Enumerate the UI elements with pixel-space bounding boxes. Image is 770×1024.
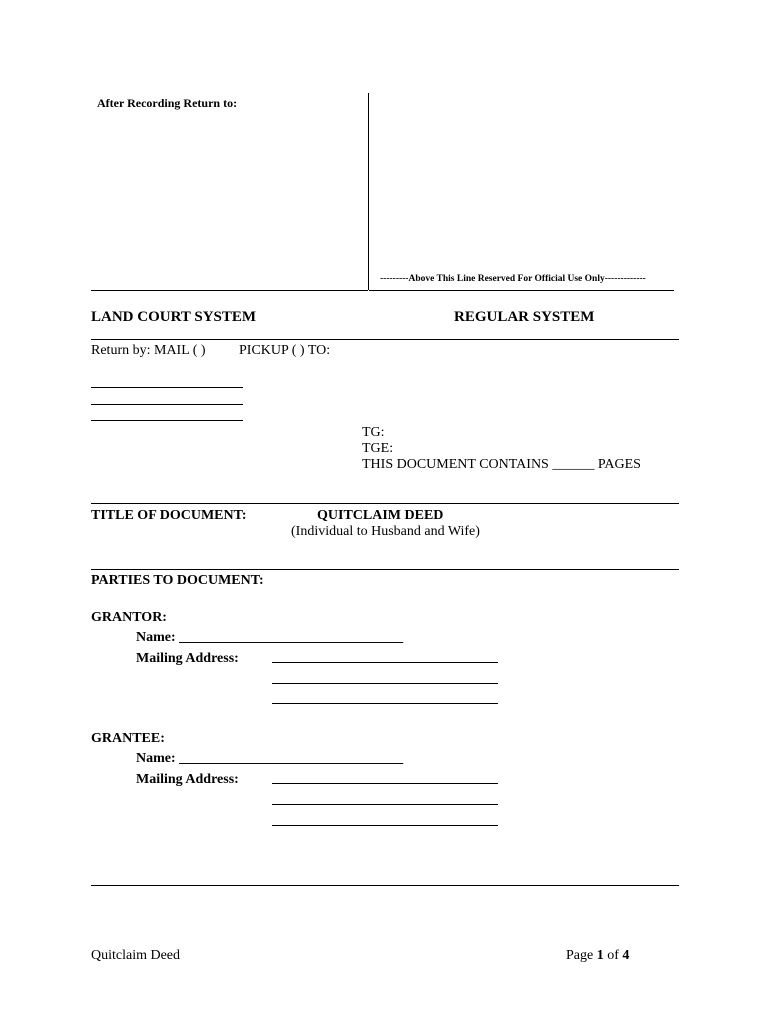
parties-divider xyxy=(91,569,679,570)
return-by-mail: Return by: MAIL ( ) xyxy=(91,343,206,358)
grantor-address-line-2[interactable] xyxy=(272,683,498,684)
tg-label: TG: xyxy=(362,425,385,440)
grantee-address-line-2[interactable] xyxy=(272,804,498,805)
page-current: 1 xyxy=(596,948,604,963)
grantee-address-label: Mailing Address: xyxy=(136,772,239,787)
title-of-document-label: TITLE OF DOCUMENT: xyxy=(91,508,247,523)
grantor-name-field[interactable]: Name: ________________________________ xyxy=(136,630,404,645)
systems-divider xyxy=(91,339,679,340)
title-divider xyxy=(91,503,679,504)
page-prefix: Page xyxy=(566,948,597,963)
grantor-address-label: Mailing Address: xyxy=(136,651,239,666)
return-by-pickup: PICKUP ( ) TO: xyxy=(239,343,331,358)
return-to-line-1[interactable] xyxy=(91,387,243,388)
grantor-address-line-1[interactable] xyxy=(272,662,498,663)
return-to-line-3[interactable] xyxy=(91,420,243,421)
grantor-address-line-3[interactable] xyxy=(272,703,498,704)
tge-label: TGE: xyxy=(362,441,394,456)
document-subtitle: (Individual to Husband and Wife) xyxy=(291,524,480,539)
bottom-divider xyxy=(91,885,679,886)
grantee-label: GRANTEE: xyxy=(91,731,165,746)
official-use-notice: ---------Above This Line Reserved For Official Use Only------------- xyxy=(380,274,646,284)
grantee-name-field[interactable]: Name: ________________________________ xyxy=(136,751,404,766)
regular-system-heading: REGULAR SYSTEM xyxy=(454,309,595,325)
parties-heading: PARTIES TO DOCUMENT: xyxy=(91,573,264,588)
recording-box-divider xyxy=(368,93,369,290)
document-title: QUITCLAIM DEED xyxy=(317,508,444,523)
return-to-line-2[interactable] xyxy=(91,404,243,405)
grantor-label: GRANTOR: xyxy=(91,610,167,625)
recording-box-bottom-left xyxy=(91,290,368,291)
land-court-system-heading: LAND COURT SYSTEM xyxy=(91,309,257,325)
after-recording-label: After Recording Return to: xyxy=(97,96,238,110)
grantee-address-line-3[interactable] xyxy=(272,825,498,826)
footer-document-name: Quitclaim Deed xyxy=(91,948,181,963)
grantee-address-line-1[interactable] xyxy=(272,783,498,784)
page-count-statement: THIS DOCUMENT CONTAINS ______ PAGES xyxy=(362,457,641,472)
page-total: 4 xyxy=(622,948,630,963)
recording-box-bottom-right xyxy=(369,290,674,291)
footer-page-number xyxy=(566,948,629,964)
page-of: of xyxy=(603,948,623,963)
